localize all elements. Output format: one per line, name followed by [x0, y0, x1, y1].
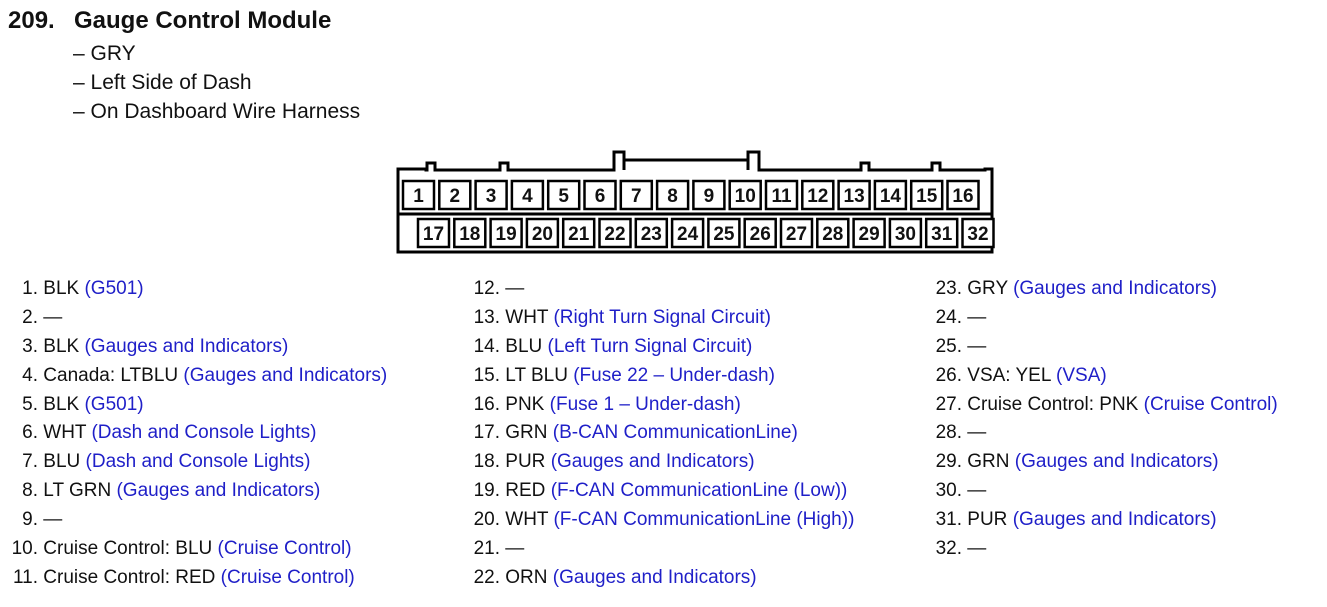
pin-number: 25.	[935, 335, 962, 357]
pin-entry	[468, 506, 908, 535]
wire-color: —	[43, 509, 63, 531]
pin-entry	[468, 419, 908, 448]
wire-color: BLK	[43, 393, 80, 415]
circuit-link[interactable]: (Gauges and Indicators)	[1014, 451, 1219, 473]
pin-number: 9.	[22, 509, 38, 531]
wire-color: PNK	[505, 393, 545, 415]
pin-entry	[930, 477, 1320, 506]
pin-list-column-1	[8, 275, 448, 593]
pin-number: 13.	[473, 306, 500, 328]
circuit-link[interactable]: (Gauges and Indicators)	[552, 566, 757, 588]
pin-entry	[8, 304, 448, 333]
pin-label: 9	[703, 186, 715, 207]
wire-color: —	[505, 538, 525, 560]
pin-entry	[468, 448, 908, 477]
wire-color: —	[967, 480, 987, 502]
pin-number: 28.	[935, 422, 962, 444]
pin-number: 24.	[935, 306, 962, 328]
pin-entry	[930, 304, 1320, 333]
pin-number: 11.	[12, 566, 38, 588]
wire-color: GRN	[505, 422, 548, 444]
pin-entry	[930, 333, 1320, 362]
pin-label: 4	[522, 186, 533, 207]
circuit-link[interactable]: (Gauges and Indicators)	[1013, 278, 1217, 299]
pin-number: 14.	[473, 335, 500, 357]
wire-color: PUR	[967, 509, 1008, 531]
pin-number: 2.	[22, 306, 38, 328]
pin-label: 25	[713, 224, 735, 245]
wire-color: WHT	[505, 509, 549, 531]
pin-number: 20.	[473, 509, 500, 531]
wire-color: RED	[505, 480, 546, 502]
wire-color: —	[967, 538, 987, 560]
wire-color: ORN	[505, 566, 548, 588]
pin-list-column-3	[930, 275, 1320, 564]
circuit-link[interactable]: (F-CAN CommunicationLine (High))	[553, 509, 855, 531]
pin-number: 4.	[22, 364, 38, 386]
pin-label: 32	[967, 224, 989, 245]
pin-number: 3.	[22, 335, 38, 357]
wire-color: WHT	[43, 422, 87, 444]
pin-number: 31.	[935, 509, 962, 531]
pin-label: 30	[894, 224, 916, 245]
pin-entry	[8, 333, 448, 362]
pin-label: 18	[459, 224, 481, 245]
connector-top-row	[403, 181, 979, 209]
pin-label: 24	[677, 224, 699, 245]
circuit-link[interactable]: (Gauges and Indicators)	[183, 364, 388, 386]
pin-entry	[8, 564, 448, 593]
pin-label: 7	[631, 186, 642, 207]
pin-number: 32.	[935, 538, 962, 560]
detail-harness: – On Dashboard Wire Harness	[73, 100, 361, 123]
connector-diagram	[395, 148, 997, 256]
pin-number: 26.	[935, 364, 962, 386]
pin-label: 14	[879, 186, 901, 207]
pin-label: 12	[807, 186, 829, 207]
circuit-link[interactable]: (Dash and Console Lights)	[85, 451, 311, 473]
pin-label: 20	[531, 224, 553, 245]
pin-number: 18.	[473, 451, 500, 473]
pin-entry	[468, 391, 908, 420]
component-name: Gauge Control Module	[74, 7, 332, 34]
pin-label: 27	[785, 224, 808, 245]
circuit-link[interactable]: (VSA)	[1056, 364, 1107, 386]
pin-number: 10.	[11, 538, 38, 560]
pin-number: 29.	[935, 451, 962, 473]
circuit-link[interactable]: (Cruise Control)	[217, 538, 352, 560]
pin-number: 15.	[473, 364, 500, 386]
component-number: 209.	[8, 7, 55, 34]
pin-entry	[468, 304, 908, 333]
wire-color: BLK	[43, 278, 80, 299]
pin-number: 21.	[473, 538, 500, 560]
pin-label: 11	[771, 186, 792, 207]
pin-label: 3	[485, 186, 497, 207]
pin-label: 8	[667, 186, 678, 207]
circuit-link[interactable]: (Gauges and Indicators)	[1012, 509, 1217, 531]
circuit-link[interactable]: (Right Turn Signal Circuit)	[553, 306, 772, 328]
pin-label: 16	[952, 186, 974, 207]
circuit-link[interactable]: (Cruise Control)	[220, 566, 355, 588]
pin-entry	[8, 506, 448, 535]
pin-number: 22.	[473, 566, 500, 588]
wire-color: Cruise Control: PNK	[967, 393, 1139, 415]
pin-label: 15	[916, 186, 938, 207]
wire-color: VSA: YEL	[967, 364, 1051, 386]
circuit-link[interactable]: (Gauges and Indicators)	[116, 480, 321, 502]
pin-number: 5.	[22, 393, 38, 415]
wire-color: Canada: LTBLU	[43, 364, 184, 386]
page-title	[8, 7, 331, 35]
circuit-link[interactable]: (G501)	[84, 278, 144, 299]
pin-entry	[930, 362, 1320, 391]
wire-color: BLU	[505, 335, 543, 357]
pin-entry	[468, 564, 908, 593]
pin-number: 23.	[935, 278, 962, 299]
pin-label: 21	[568, 224, 590, 245]
pin-entry	[8, 419, 448, 448]
pin-number: 8.	[22, 480, 38, 502]
wire-color: WHT	[505, 306, 549, 328]
pin-number: 12.	[473, 278, 500, 299]
pin-entry	[930, 419, 1320, 448]
wire-color: LT BLU	[505, 364, 568, 386]
wire-color: Cruise Control: RED	[43, 566, 216, 588]
pin-label: 31	[931, 224, 953, 245]
circuit-link[interactable]: (Cruise Control)	[1143, 393, 1278, 415]
wire-color: —	[967, 422, 987, 444]
pin-label: 6	[594, 186, 606, 207]
wire-color: PUR	[505, 451, 546, 473]
pin-label: 28	[822, 224, 844, 245]
circuit-link[interactable]: (Left Turn Signal Circuit)	[547, 335, 753, 357]
pin-number: 7.	[22, 451, 38, 473]
detail-color: – GRY	[73, 42, 136, 65]
pin-entry	[930, 275, 1320, 304]
pin-label: 13	[843, 186, 865, 207]
circuit-link[interactable]: (G501)	[84, 393, 144, 415]
pin-label: 5	[558, 186, 569, 207]
wire-color: GRN	[967, 451, 1010, 473]
pin-entry	[8, 477, 448, 506]
wire-color: —	[505, 278, 525, 299]
pin-entry	[468, 275, 908, 304]
pin-number: 1.	[22, 278, 38, 299]
pin-entry	[8, 391, 448, 420]
pin-list-column-2	[468, 275, 908, 593]
pin-number: 6.	[22, 422, 38, 444]
pin-label: 19	[495, 224, 517, 245]
pin-entry	[8, 448, 448, 477]
pin-entry	[8, 362, 448, 391]
pin-label: 2	[449, 186, 461, 207]
circuit-link[interactable]: (Fuse 22 – Under-dash)	[573, 364, 775, 386]
pin-entry	[8, 275, 448, 304]
pin-entry	[468, 535, 908, 564]
pin-entry	[8, 535, 448, 564]
pin-number: 30.	[935, 480, 962, 502]
wire-color: GRY	[967, 278, 1008, 299]
pin-entry	[930, 535, 1320, 564]
circuit-link[interactable]: (Gauges and Indicators)	[550, 451, 755, 473]
wire-color: —	[967, 335, 987, 357]
circuit-link[interactable]: (F-CAN CommunicationLine (Low))	[550, 480, 848, 502]
circuit-link[interactable]: (Gauges and Indicators)	[84, 335, 289, 357]
pin-label: 22	[604, 224, 626, 245]
pin-number: 19.	[473, 480, 500, 502]
pin-entry	[468, 362, 908, 391]
pin-label: 10	[734, 186, 756, 207]
wire-color: BLU	[43, 451, 81, 473]
wire-color: —	[967, 306, 987, 328]
pin-number: 27.	[935, 393, 962, 415]
pin-entry	[930, 391, 1320, 420]
pin-entry	[468, 477, 908, 506]
pin-number: 16.	[473, 393, 500, 415]
pin-entry	[930, 448, 1320, 477]
pin-label: 1	[413, 186, 424, 207]
connector-bottom-row	[418, 219, 994, 247]
pin-label: 23	[640, 224, 662, 245]
pin-entry	[468, 333, 908, 362]
circuit-link[interactable]: (B-CAN CommunicationLine)	[552, 422, 798, 444]
pin-label: 17	[422, 224, 445, 245]
pin-label: 29	[858, 224, 880, 245]
wire-color: BLK	[43, 335, 80, 357]
pin-label: 26	[749, 224, 771, 245]
wire-color: Cruise Control: BLU	[43, 538, 213, 560]
detail-location: – Left Side of Dash	[73, 71, 252, 94]
circuit-link[interactable]: (Dash and Console Lights)	[91, 422, 317, 444]
pin-number: 17.	[473, 422, 500, 444]
wire-color: LT GRN	[43, 480, 112, 502]
wire-color: —	[43, 306, 63, 328]
circuit-link[interactable]: (Fuse 1 – Under-dash)	[549, 393, 741, 415]
pin-entry	[930, 506, 1320, 535]
